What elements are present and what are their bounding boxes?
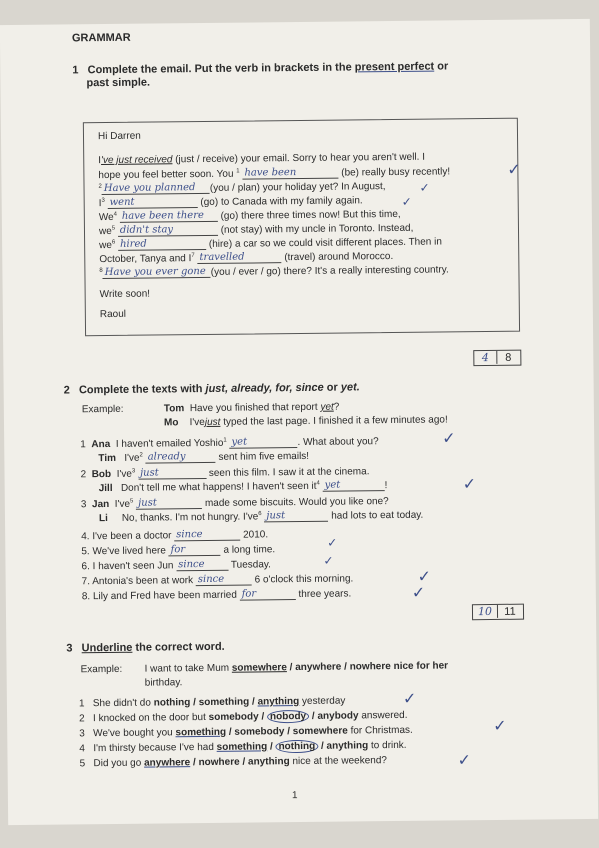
options: somewhere	[292, 725, 348, 738]
ex3-choice-5[interactable]: anywhere	[144, 757, 191, 769]
answer-3-blank[interactable]	[108, 196, 198, 209]
ex2-heading-words: just, already, for, since	[205, 381, 324, 395]
ex3-sentence-1	[79, 696, 346, 710]
ex2-mo: Mo	[163, 417, 179, 429]
section-header: GRAMMAR	[71, 31, 131, 45]
num: 4	[79, 743, 86, 755]
check-mark-icon: ✓	[417, 566, 432, 586]
ex3-heading-underline: Underline	[81, 641, 133, 655]
email-signoff: Write soon!	[99, 288, 151, 301]
text: I knocked on the door but	[92, 711, 206, 725]
rest: made some biscuits. Would you like one?	[204, 496, 389, 509]
answer-2-blank[interactable]	[102, 182, 210, 195]
sup: 6	[258, 511, 262, 518]
answer-5: didn't stay	[119, 224, 174, 236]
rest: 6 o'clock this morning.	[254, 573, 354, 586]
ex3-number: 3	[66, 642, 73, 655]
ex3-example	[145, 660, 449, 674]
check-mark-icon: ✓	[462, 474, 477, 494]
email-line-8	[99, 250, 393, 265]
rest: a long time.	[223, 544, 276, 556]
ex2-blank-5b[interactable]	[169, 544, 221, 557]
answer-6: hired	[119, 238, 147, 250]
speaker: Jill	[98, 482, 113, 495]
text: I'm thirsty because I've had	[93, 741, 214, 755]
rest: seen this film. I saw it at the cinema.	[208, 466, 370, 479]
answer-7-blank[interactable]	[197, 251, 281, 264]
email-name: Raoul	[99, 308, 127, 321]
ex2-answer-4: yet	[324, 479, 341, 491]
options: / somebody /	[228, 726, 291, 738]
email-line-1	[98, 152, 425, 166]
l1-example: 've just received	[100, 154, 173, 167]
ex2-mo-text: I've	[189, 416, 205, 429]
rest: 2010.	[242, 529, 269, 541]
ex2-answer-2: already	[147, 451, 186, 463]
speaker: Ana	[91, 438, 111, 451]
speaker: Jan	[91, 498, 110, 511]
check-mark-icon: ✓	[457, 750, 472, 770]
ex2-answer-item7: since	[197, 573, 225, 586]
ex2-blank-2[interactable]	[146, 451, 216, 464]
text: I've	[124, 452, 140, 464]
ex2-score-got: 10	[473, 605, 498, 618]
ex2-blank-6b[interactable]	[176, 559, 228, 572]
l5-text: We	[98, 211, 114, 224]
email-line-5	[99, 208, 401, 223]
ex2-answer-item6: since	[178, 558, 205, 571]
text: I've	[116, 468, 132, 480]
email-line-2	[98, 165, 450, 181]
ex2-blank-4b[interactable]	[174, 529, 240, 542]
l5-rest: (go) there three times now! But this time,	[220, 208, 401, 222]
text: 6. I haven't seen Jun	[81, 560, 174, 573]
text: 8. Lily and Fred have been married	[81, 589, 237, 603]
ex2-item-5	[81, 543, 275, 557]
l1-start: I	[98, 155, 102, 167]
rest: yesterday	[301, 695, 346, 707]
l4-text: I	[98, 198, 102, 210]
worksheet-page	[0, 19, 598, 825]
l4-num: 3	[101, 197, 105, 204]
rest: . What about you?	[297, 436, 379, 449]
sup: 3	[131, 468, 136, 475]
l7-num: 6	[111, 239, 116, 246]
text: Don't tell me what happens! I haven't seen it	[120, 480, 317, 494]
ex2-item-4	[81, 528, 268, 542]
l2-text: hope you feel better soon. You	[98, 168, 234, 182]
l3-rest: (you / plan) your holiday yet? In August,	[209, 181, 386, 194]
l3-num: 2	[98, 183, 102, 190]
ex1-score-total: 8	[505, 351, 512, 364]
ex3-heading-text: the correct word.	[135, 640, 225, 654]
ex3-choice-3[interactable]: something	[175, 726, 227, 739]
ex2-item-6	[81, 558, 271, 572]
ex2-heading-yet: yet.	[340, 381, 360, 394]
ex3-example-line2: birthday.	[144, 677, 183, 689]
speaker: Bob	[91, 468, 112, 481]
sup: 5	[129, 498, 134, 505]
email-greeting: Hi Darren	[97, 130, 141, 143]
ex3-choice-1[interactable]: anything	[257, 696, 300, 708]
ex3-sentence-2	[79, 710, 408, 724]
rest: nice at the weekend?	[292, 755, 388, 768]
l7-rest: (hire) a car so we could visit different places. Then in	[208, 236, 442, 250]
text: I haven't emailed Yoshio	[115, 437, 224, 450]
check-mark-icon: ✓	[323, 553, 334, 568]
ex1-score-box	[473, 350, 521, 367]
rest: / anywhere / nowhere nice for her	[289, 660, 449, 674]
ex2-item-2	[80, 465, 369, 480]
l7-text: we	[99, 239, 112, 252]
text: 4. I've been a doctor	[81, 530, 172, 543]
sup: 4	[316, 480, 320, 487]
answer-6-blank[interactable]	[118, 238, 206, 251]
ex2-heading	[64, 381, 360, 396]
ex1-score-got: 4	[474, 351, 497, 364]
l2-num: 1	[236, 168, 240, 175]
l6-rest: (not stay) with my uncle in Toronto. Instead,	[220, 222, 414, 236]
num: 2	[79, 713, 85, 725]
speaker: Tim	[98, 452, 117, 465]
sup: 1	[223, 437, 227, 444]
rest: !	[384, 480, 388, 492]
ex2-blank-6[interactable]	[264, 510, 328, 523]
text: She didn't do	[92, 697, 151, 710]
l6-text: we	[98, 225, 112, 238]
ex2-tom-text: Have you finished that report	[189, 401, 318, 415]
answer-4: have been there	[121, 209, 204, 222]
ex3-example-answer: somewhere	[231, 662, 287, 674]
check-mark-icon: ✓	[442, 428, 456, 448]
text: 5. We've lived here	[81, 545, 166, 558]
page-number: 1	[291, 790, 298, 802]
ex2-blank-1[interactable]	[229, 436, 297, 449]
email-line-6	[99, 222, 413, 237]
ex2-answer-6: just	[266, 510, 286, 522]
check-mark-icon: ✓	[411, 582, 426, 602]
ex2-score-box	[472, 604, 524, 621]
email-box	[83, 118, 520, 337]
check-mark-icon: ✓	[401, 194, 412, 209]
num: 1	[80, 439, 86, 451]
ex3-sentence-4	[79, 740, 406, 754]
num: 5	[79, 758, 86, 770]
ex2-item-7	[82, 572, 354, 587]
ex1-heading-line2: past simple.	[86, 76, 151, 90]
rest: sent him five emails!	[218, 450, 310, 463]
ex2-blank-8b[interactable]	[240, 588, 296, 601]
check-mark-icon: ✓	[419, 180, 430, 195]
ex2-score-total: 11	[504, 605, 516, 618]
options: nothing / something /	[153, 696, 255, 709]
ex2-mo-just: just	[204, 416, 221, 428]
answer-2: Have you planned	[103, 182, 196, 195]
ex3-example-label: Example:	[80, 663, 123, 676]
ex2-blank-4[interactable]	[323, 479, 385, 492]
ex3-sentence-5	[80, 755, 388, 769]
ex2-tom-yet: yet	[320, 401, 334, 413]
answer-8-blank[interactable]	[103, 266, 211, 279]
rest: Tuesday.	[230, 559, 271, 571]
text: I've	[114, 498, 131, 510]
l9-num: 8	[99, 267, 103, 274]
check-mark-icon: ✓	[402, 688, 417, 708]
email-line-3	[98, 180, 385, 195]
ex2-item-3	[81, 495, 389, 510]
l8-rest: (travel) around Morocco.	[284, 251, 394, 264]
ex2-number: 2	[63, 384, 70, 397]
options: somebody /	[208, 711, 265, 723]
ex2-item-2b	[99, 479, 388, 494]
sup: 2	[139, 452, 143, 459]
ex2-answer-5: just	[138, 497, 157, 509]
text: 7. Antonia's been at work	[81, 575, 194, 588]
ex2-item-8	[82, 587, 352, 602]
rest: for Christmas.	[350, 724, 413, 737]
l2-rest: (be) really busy recently!	[341, 166, 451, 179]
ex2-answer-item4: since	[176, 529, 203, 541]
options: / anybody	[311, 710, 359, 722]
ex2-mo-rest: typed the last page. I finished it a few minutes ago!	[223, 414, 448, 428]
options: / nowhere / anything	[192, 756, 290, 769]
ex2-example-label: Example:	[81, 403, 124, 416]
ex2-example-mo	[164, 414, 448, 428]
ex2-item-1b	[98, 450, 309, 464]
rest: to drink.	[370, 739, 407, 752]
answer-5-blank[interactable]	[118, 224, 218, 237]
num: 3	[80, 499, 87, 511]
email-line-7	[99, 235, 442, 251]
text: No, thanks. I'm not hungry. I've	[121, 511, 259, 524]
l8-text: October, Tanya and I	[99, 253, 192, 266]
l5-num: 4	[113, 211, 118, 218]
text: We've bought you	[93, 727, 173, 740]
answer-3: went	[109, 196, 135, 208]
num: 2	[80, 469, 87, 481]
options: something	[216, 741, 268, 753]
ex2-blank-3[interactable]	[138, 467, 206, 480]
speaker: Li	[98, 513, 108, 525]
ex2-example-tom	[164, 402, 340, 415]
rest: had lots to eat today.	[331, 509, 424, 522]
check-mark-icon: ✓	[507, 159, 521, 179]
ex2-blank-7b[interactable]	[196, 574, 252, 587]
l8-num: 7	[191, 252, 195, 259]
ex1-heading	[72, 60, 448, 76]
ex2-heading-text: Complete the texts with	[78, 383, 203, 397]
answer-4-blank[interactable]	[120, 210, 218, 223]
ex1-heading-or: or	[437, 60, 449, 73]
ex2-answer-item8: for	[241, 588, 257, 600]
ex2-answer-item5: for	[170, 544, 186, 556]
ex1-number: 1	[72, 64, 79, 77]
l1-rest: (just / receive) your email. Sorry to hear you aren't well. I	[175, 151, 426, 166]
ex2-blank-5[interactable]	[136, 497, 202, 510]
email-line-4	[99, 194, 363, 209]
answer-1-blank[interactable]	[242, 167, 338, 180]
ex2-item-1	[80, 435, 379, 450]
num: 1	[78, 698, 85, 710]
ex1-heading-text: Complete the email. Put the verb in brackets in the	[87, 61, 352, 77]
ex2-item-3b	[99, 509, 423, 524]
answer-1: have been	[244, 167, 297, 179]
ex2-tom: Tom	[163, 403, 185, 415]
ex3-sentence-3	[79, 725, 413, 739]
slash: /	[269, 741, 273, 753]
ex3-choice-2[interactable]: nobody	[267, 710, 309, 723]
answer-8: Have you ever gone	[104, 265, 206, 279]
ex2-answer-1: yet	[231, 436, 248, 448]
text: Did you go	[93, 757, 142, 770]
ex2-heading-or: or	[326, 381, 338, 394]
l9-rest: (you / ever / go) there? It's a really interesting country.	[210, 264, 449, 278]
answer-7: travelled	[199, 251, 245, 264]
rest: three years.	[298, 588, 352, 601]
email-line-9	[99, 263, 448, 279]
rest: answered.	[361, 709, 408, 722]
ex2-answer-3: just	[139, 467, 159, 479]
options: / anything	[320, 740, 369, 752]
l4-rest: (go) to Canada with my family again.	[200, 195, 363, 209]
text: I want to take Mum	[144, 662, 230, 675]
check-mark-icon: ✓	[327, 535, 338, 550]
check-mark-icon: ✓	[493, 715, 507, 735]
ex1-heading-tense: present perfect	[354, 60, 435, 74]
ex3-heading	[66, 641, 224, 655]
ex2-tom-q: ?	[333, 401, 340, 413]
l6-num: 5	[111, 225, 116, 232]
ex3-choice-4[interactable]: nothing	[275, 740, 318, 753]
num: 3	[79, 728, 85, 740]
